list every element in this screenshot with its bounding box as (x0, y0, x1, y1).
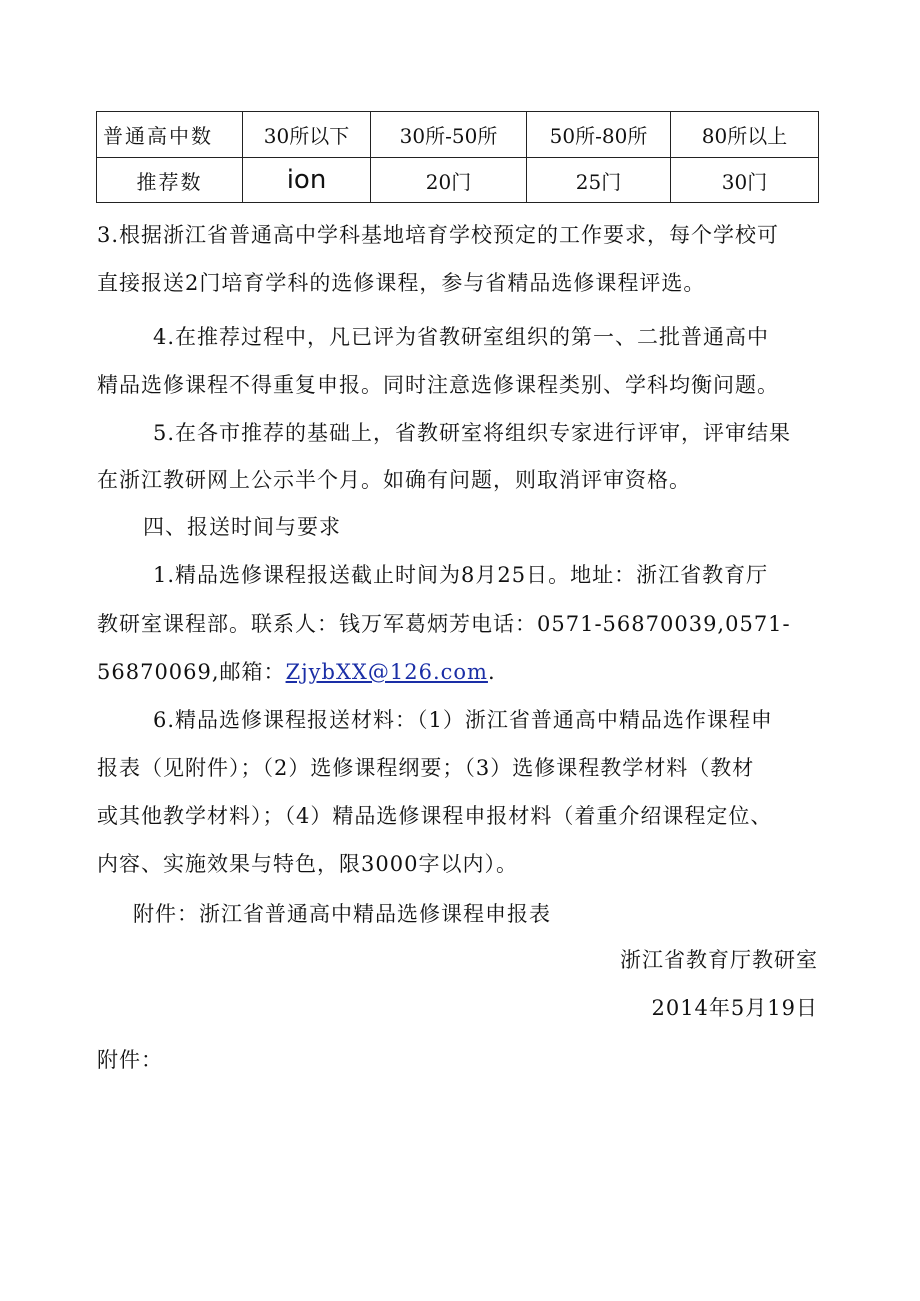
table-cell: 30门 (671, 158, 819, 203)
table-row (97, 112, 819, 158)
paragraph-6-line-3: 或其他教学材料）；（4）精品选修课程申报材料（着重介绍课程定位、 (97, 804, 773, 828)
table-row (97, 158, 819, 203)
table-cell: 30所以下 (243, 112, 371, 158)
table-cell: 50所-80所 (527, 112, 671, 158)
paragraph-5-line-1: 5.在各市推荐的基础上，省教研室将组织专家进行评审，评审结果 (153, 421, 792, 445)
paragraph-1-line-3 (97, 657, 496, 687)
paragraph-4-line-2: 精品选修课程不得重复申报。同时注意选修课程类别、学科均衡问题。 (97, 373, 779, 397)
signature-organization: 浙江省教育厅教研室 (620, 948, 818, 972)
table-cell: 20门 (371, 158, 527, 203)
attachment-note: 附件：浙江省普通高中精品选修课程申报表 (133, 902, 551, 926)
paragraph-6-line-2: 报表（见附件）；（2）选修课程纲要；（3）选修课程教学材料（教材 (97, 756, 755, 780)
paragraph-3-line-1: 3.根据浙江省普通高中学科基地培育学校预定的工作要求，每个学校可 (97, 223, 780, 247)
recommendation-quota-table (96, 111, 819, 203)
table-cell: 25门 (527, 158, 671, 203)
table-cell: 推荐数 (97, 158, 243, 203)
signature-date: 2014年5月19日 (651, 996, 818, 1020)
paragraph-6-line-1: 6.精品选修课程报送材料：（1）浙江省普通高中精品选作课程申 (153, 708, 773, 732)
contact-text: 56870069,邮箱： (97, 660, 286, 684)
paragraph-1-line-2: 教研室课程部。联系人：钱万军葛炳芳电话：0571-56870039,0571- (97, 612, 791, 636)
paragraph-1-line-1: 1.精品选修课程报送截止时间为8月25日。地址：浙江省教育厅 (153, 563, 769, 587)
paragraph-6-line-4: 内容、实施效果与特色，限3000字以内）。 (97, 852, 518, 876)
email-link[interactable]: ZjybXX@126.com (285, 660, 488, 684)
attachment-label: 附件： (97, 1048, 163, 1072)
paragraph-3-line-2: 直接报送2门培育学科的选修课程，参与省精品选修课程评选。 (97, 271, 706, 295)
table-cell: 80所以上 (671, 112, 819, 158)
table-cell: ion (243, 158, 371, 203)
period-text: . (487, 660, 496, 684)
paragraph-5-line-2: 在浙江教研网上公示半个月。如确有问题，则取消评审资格。 (97, 468, 691, 492)
section-heading: 四、报送时间与要求 (143, 515, 341, 539)
paragraph-4-line-1: 4.在推荐过程中，凡已评为省教研室组织的第一、二批普通高中 (153, 325, 770, 349)
table-cell: 普通高中数 (97, 112, 243, 158)
table-cell: 30所-50所 (371, 112, 527, 158)
